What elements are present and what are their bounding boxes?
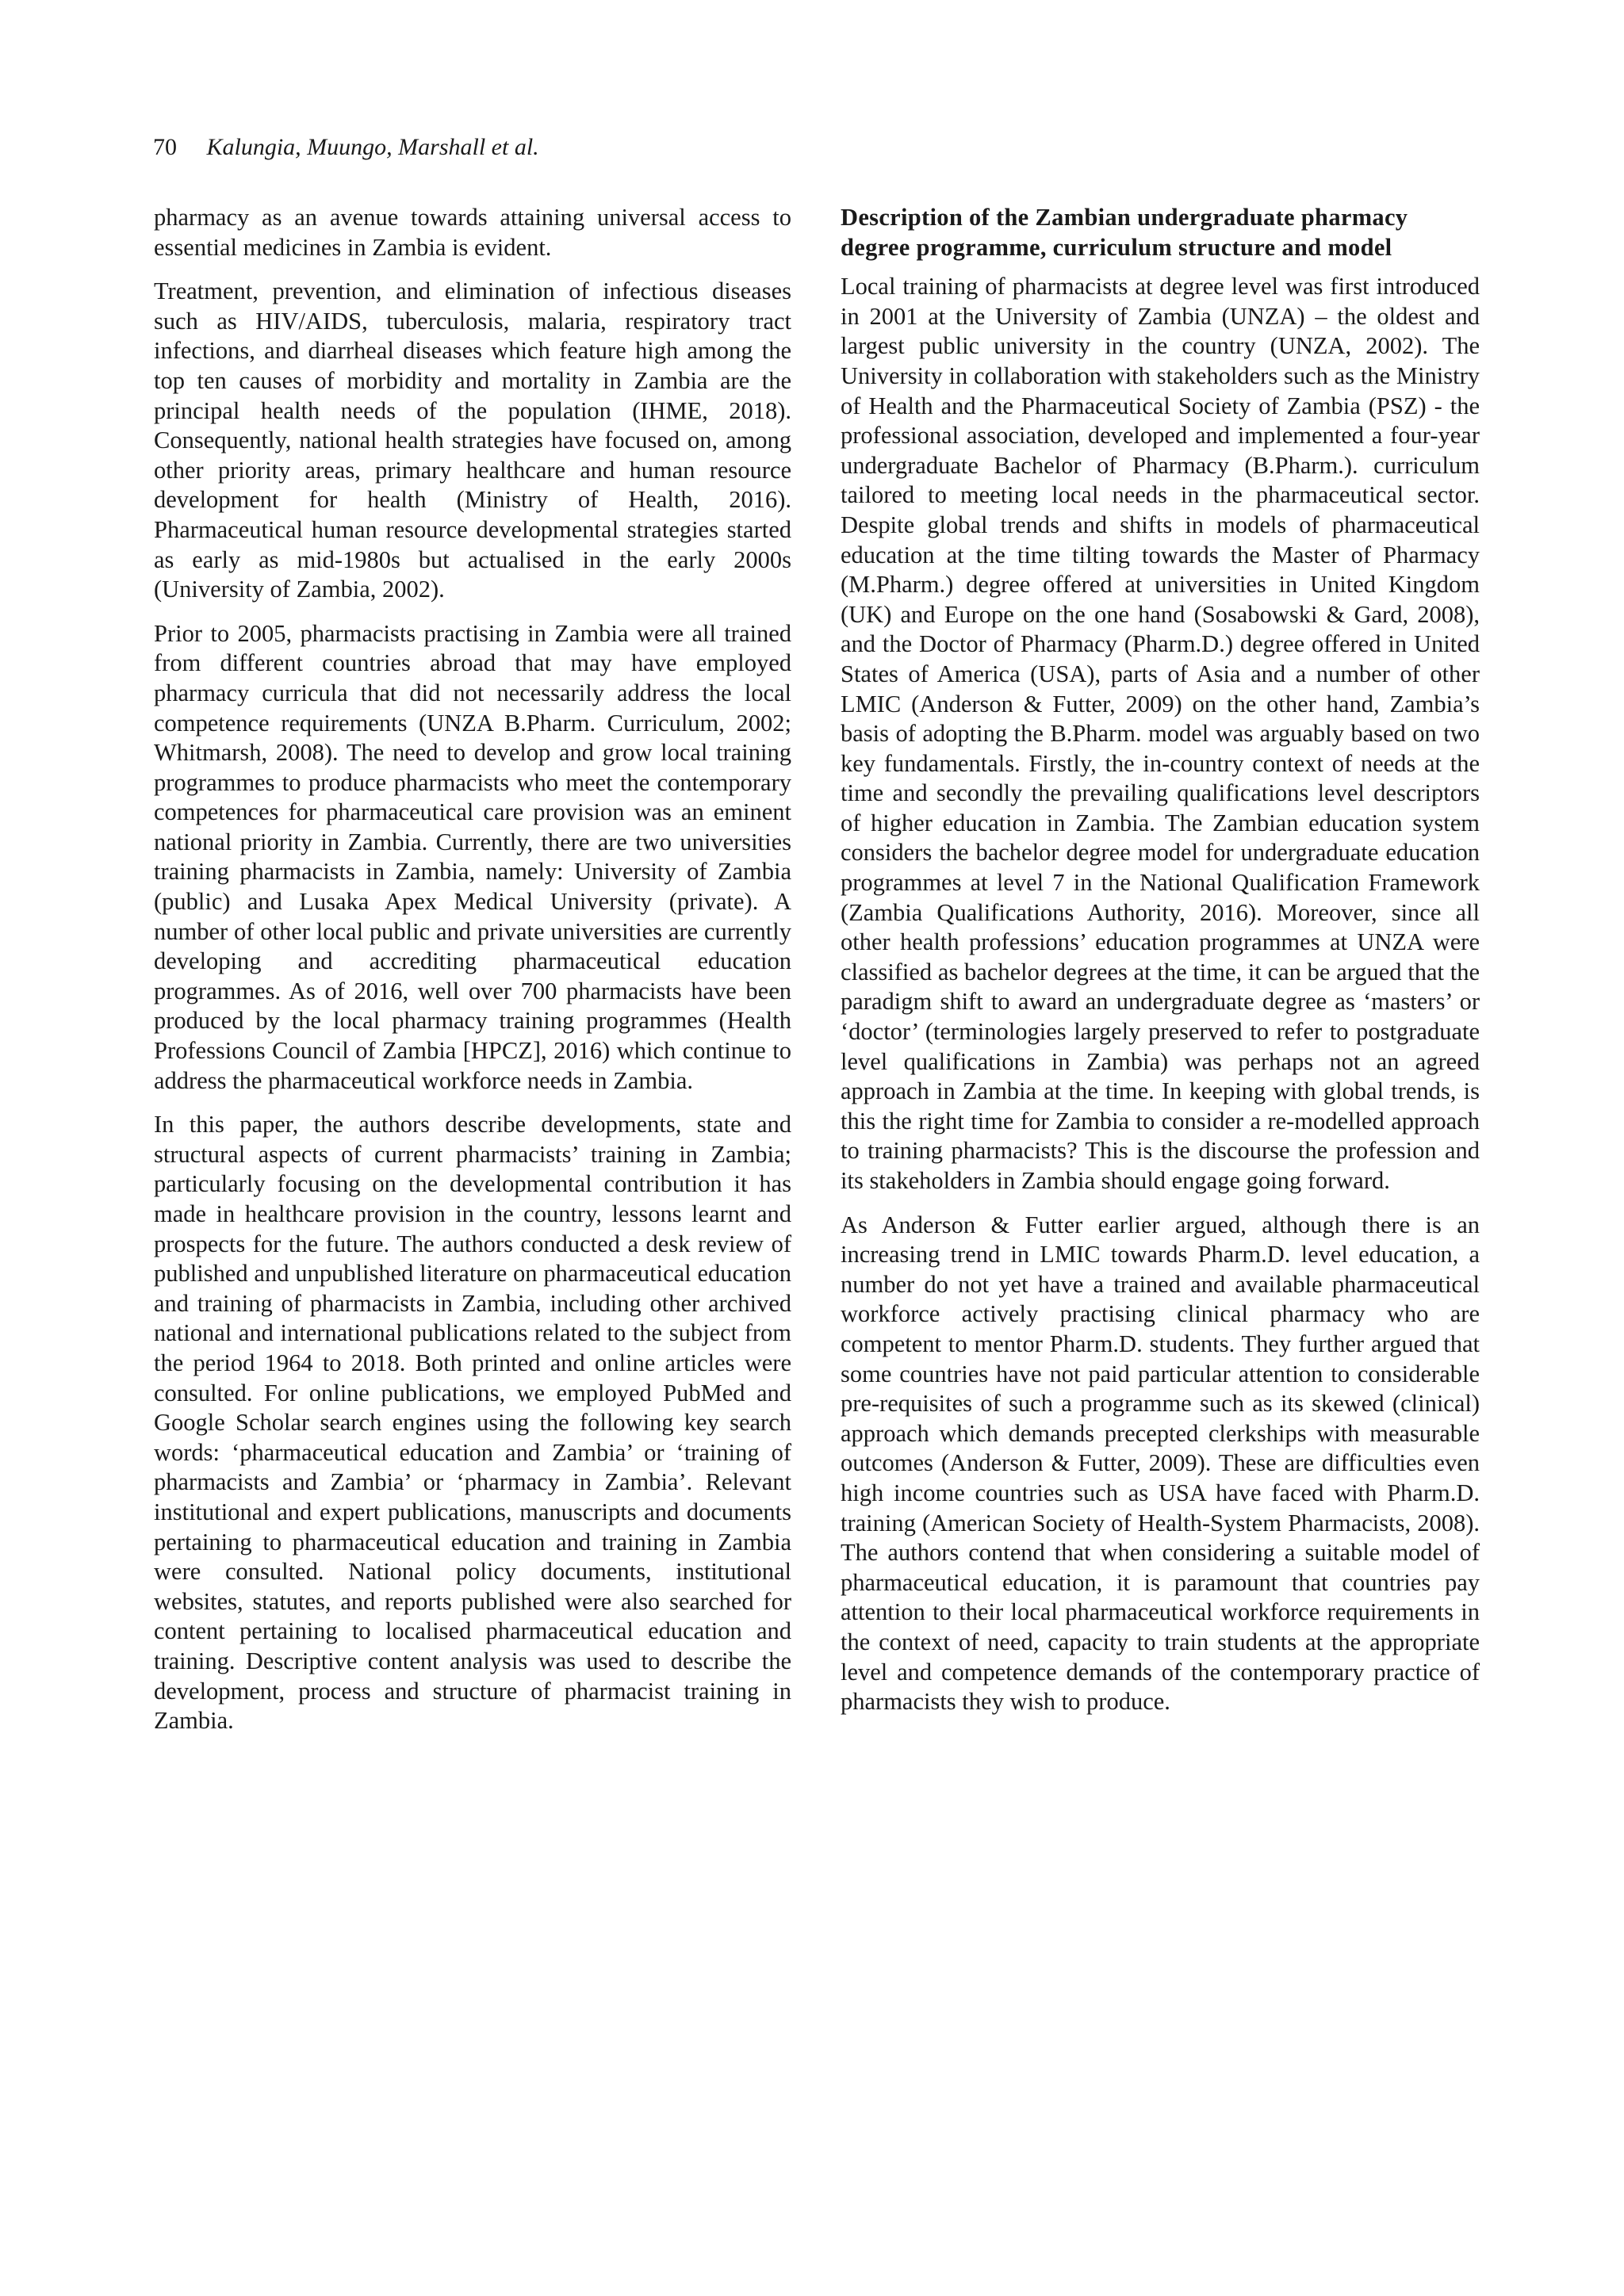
left-column bbox=[154, 203, 791, 1751]
running-head bbox=[153, 133, 539, 162]
body-paragraph: Prior to 2005, pharmacists practising in Zambia were all trained from different countries abroad that may have employed pharmacy curricula that did not necessarily address the local competence requirements (UNZA B.Pharm. Curriculum, 2002; Whitmarsh, 2008). The need to develop and grow local training programmes to produce pharmacists who meet the contemporary competences for pharmaceutical care provision was an eminent national priority in Zambia. Currently, there are two universities training pharmacists in Zambia, namely: University of Zambia (public) and Lusaka Apex Medical University (private). A number of other local public and private universities are currently developing and accrediting pharmaceutical education programmes. As of 2016, well over 700 pharmacists have been produced by the local pharmacy training programmes (Health Professions Council of Zambia [HPCZ], 2016) which continue to address the pharmaceutical workforce needs in Zambia. bbox=[154, 619, 791, 1094]
body-paragraph: As Anderson & Futter earlier argued, although there is an increasing trend in LMIC towards Pharm.D. level education, a number do not yet have a trained and available pharmaceutical workforce actively practising clinical pharmacy who are competent to mentor Pharm.D. students. They further argued that some countries have not paid particular attention to considerable pre-requisites of such a programme such as its skewed (clinical) approach which demands precepted clerkships with measurable outcomes (Anderson & Futter, 2009). These are difficulties even high income countries such as USA have faced with Pharm.D. training (American Society of Health-System Pharmacists, 2008). The authors contend that when considering a suitable model of pharmaceutical education, it is paramount that countries pay attention to their local pharmaceutical workforce requirements in the context of need, capacity to train students at the appropriate level and competence demands of the contemporary practice of pharmacists they wish to produce. bbox=[841, 1211, 1480, 1716]
page-number: 70 bbox=[153, 134, 177, 160]
running-head-authors: Kalungia, Muungo, Marshall et al. bbox=[206, 134, 539, 160]
body-paragraph: pharmacy as an avenue towards attaining universal access to essential medicines in Zambia is evident. bbox=[154, 204, 791, 261]
right-column bbox=[841, 203, 1480, 1732]
body-paragraph: Local training of pharmacists at degree level was first introduced in 2001 at the University of Zambia (UNZA) – the oldest and largest public university in the country (UNZA, 2002). The University in collaboration with stakeholders such as the Ministry of Health and the Pharmaceutical Society of Zambia (PSZ) - the professional association, developed and implemented a four-year undergraduate Bachelor of Pharmacy (B.Pharm.). curriculum tailored to meeting local needs in the pharmaceutical sector. Despite global trends and shifts in models of pharmaceutical education at the time tilting towards the Master of Pharmacy (M.Pharm.) degree offered at universities in United Kingdom (UK) and Europe on the one hand (Sosabowski & Gard, 2008), and the Doctor of Pharmacy (Pharm.D.) degree offered in United States of America (USA), parts of Asia and a number of other LMIC (Anderson & Futter, 2009) on the other hand, Zambia’s basis of adopting the B.Pharm. model was arguably based on two key fundamentals. Firstly, the in-country context of needs at the time and secondly the prevailing qualifications level descriptors of higher education in Zambia. The Zambian education system considers the bachelor degree model for undergraduate education programmes at level 7 in the National Qualification Framework (Zambia Qualifications Authority, 2016). Moreover, since all other health professions’ education programmes at UNZA were classified as bachelor degrees at the time, it can be argued that the paradigm shift to award an undergraduate degree as ‘masters’ or ‘doctor’ (terminologies largely preserved to refer to postgraduate level qualifications in Zambia) was perhaps not an agreed approach in Zambia at the time. In keeping with global trends, is this the right time for Zambia to consider a re-modelled approach to training pharmacists? This is the discourse the profession and its stakeholders in Zambia should engage going forward. bbox=[841, 273, 1480, 1194]
body-paragraph: In this paper, the authors describe developments, state and structural aspects of current pharmacists’ training in Zambia; particularly focusing on the developmental contribution it has made in healthcare provision in the country, lessons learnt and prospects for the future. The authors conducted a desk review of published and unpublished literature on pharmaceutical education and training of pharmacists in Zambia, including other archived national and international publications related to the subject from the period 1964 to 2018. Both printed and online articles were consulted. For online publications, we employed PubMed and Google Scholar search engines using the following key search words: ‘pharmaceutical education and Zambia’ or ‘training of pharmacists and Zambia’ or ‘pharmacy in Zambia’. Relevant institutional and expert publications, manuscripts and documents pertaining to pharmaceutical education and training in Zambia were consulted. National policy documents, institutional websites, statutes, and reports published were also searched for content pertaining to localised pharmaceutical education and training. Descriptive content analysis was used to describe the development, process and structure of pharmacist training in Zambia. bbox=[154, 1111, 791, 1735]
section-heading: Description of the Zambian undergraduate pharmacy degree programme, curriculum structure and model bbox=[841, 204, 1408, 261]
body-paragraph: Treatment, prevention, and elimination of infectious diseases such as HIV/AIDS, tuberculosis, malaria, respiratory tract infections, and diarrheal diseases which feature high among the top ten causes of morbidity and mortality in Zambia are the principal health needs of the population (IHME, 2018). Consequently, national health strategies have focused on, among other priority areas, primary healthcare and human resource development for health (Ministry of Health, 2016). Pharmaceutical human resource developmental strategies started as early as mid-1980s but actualised in the early 2000s (University of Zambia, 2002). bbox=[154, 277, 791, 603]
